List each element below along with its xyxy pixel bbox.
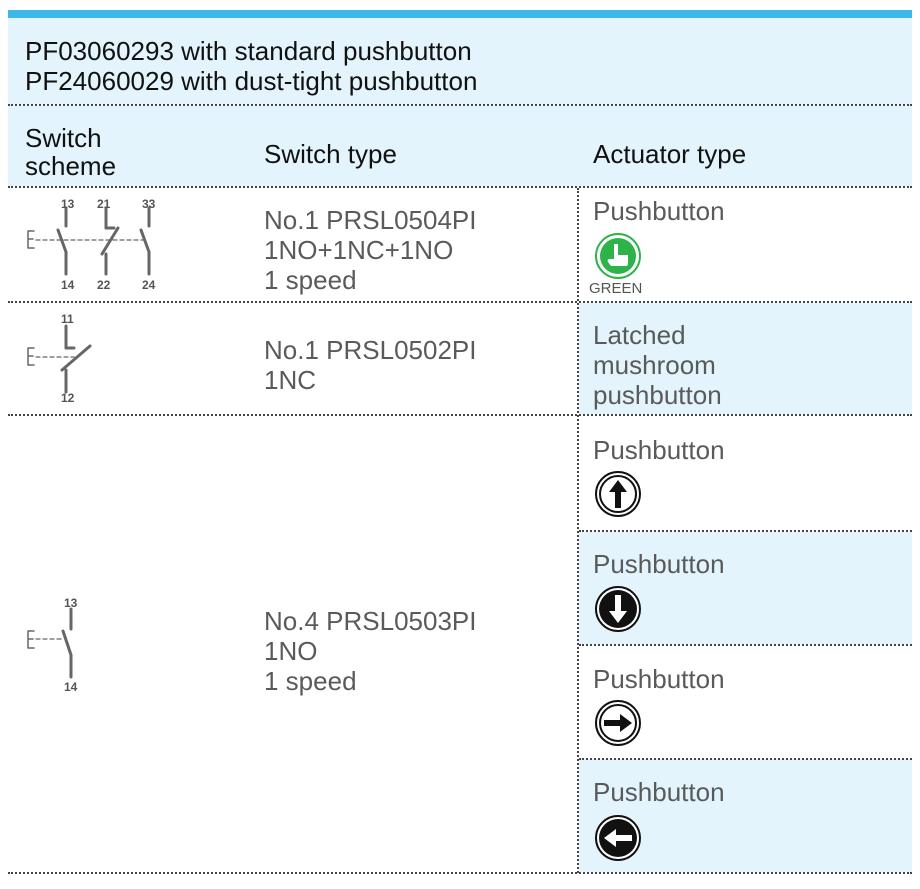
row-divider xyxy=(8,872,912,874)
row-divider xyxy=(579,644,912,646)
row-divider xyxy=(8,414,912,416)
row-divider xyxy=(579,758,912,760)
row-divider xyxy=(8,301,912,303)
row-divider xyxy=(579,530,912,532)
terminal-label: 13 xyxy=(64,596,78,610)
actuator-label: mushroom xyxy=(593,350,716,380)
table-title xyxy=(8,18,912,105)
table-header xyxy=(8,106,912,186)
terminal-label: 22 xyxy=(97,278,111,292)
actuator-label: Pushbutton xyxy=(593,549,725,579)
green-caption: GREEN xyxy=(589,280,643,297)
terminal-label: 24 xyxy=(142,278,156,292)
header-switch-scheme-line1: Switch xyxy=(25,123,102,153)
green-hand-icon xyxy=(595,233,641,279)
actuator-label: pushbutton xyxy=(593,380,722,410)
terminal-label: 13 xyxy=(61,197,75,211)
actuator-label: Latched xyxy=(593,320,686,350)
arrow-up-icon xyxy=(594,470,642,518)
switch-type-line: No.4 PRSL0503PI xyxy=(264,606,477,636)
actuator-label: Pushbutton xyxy=(593,777,725,807)
switch-type-line: No.1 PRSL0504PI xyxy=(264,205,477,235)
divider xyxy=(8,186,912,188)
header-actuator-type: Actuator type xyxy=(593,139,747,169)
switch-type-line: 1NO xyxy=(264,636,318,666)
title-line-2: PF24060029 with dust-tight pushbutton xyxy=(25,66,478,96)
switch-type-line: 1 speed xyxy=(264,666,357,696)
terminal-label: 12 xyxy=(61,391,75,405)
arrow-down-icon xyxy=(594,585,642,633)
header-switch-type: Switch type xyxy=(264,139,397,169)
terminal-label: 14 xyxy=(64,680,78,694)
actuator-label: Pushbutton xyxy=(593,196,725,226)
actuator-label: Pushbutton xyxy=(593,664,725,694)
header-switch-scheme-line2: scheme xyxy=(25,151,117,181)
arrow-right-icon xyxy=(594,699,642,747)
terminal-label: 14 xyxy=(61,278,75,292)
terminal-label: 11 xyxy=(61,312,74,326)
terminal-label: 33 xyxy=(142,197,156,211)
actuator-label: Pushbutton xyxy=(593,435,725,465)
switch-type-line: 1 speed xyxy=(264,265,357,295)
terminal-label: 21 xyxy=(97,197,111,211)
switch-type-line: 1NC xyxy=(264,365,317,395)
switch-type-line: No.1 PRSL0502PI xyxy=(264,335,477,365)
title-line-1: PF03060293 with standard pushbutton xyxy=(25,36,472,66)
arrow-left-icon xyxy=(594,814,642,862)
switch-type-line: 1NO+1NC+1NO xyxy=(264,235,454,265)
accent-bar xyxy=(8,10,912,18)
switch-scheme-diagram xyxy=(18,595,108,695)
